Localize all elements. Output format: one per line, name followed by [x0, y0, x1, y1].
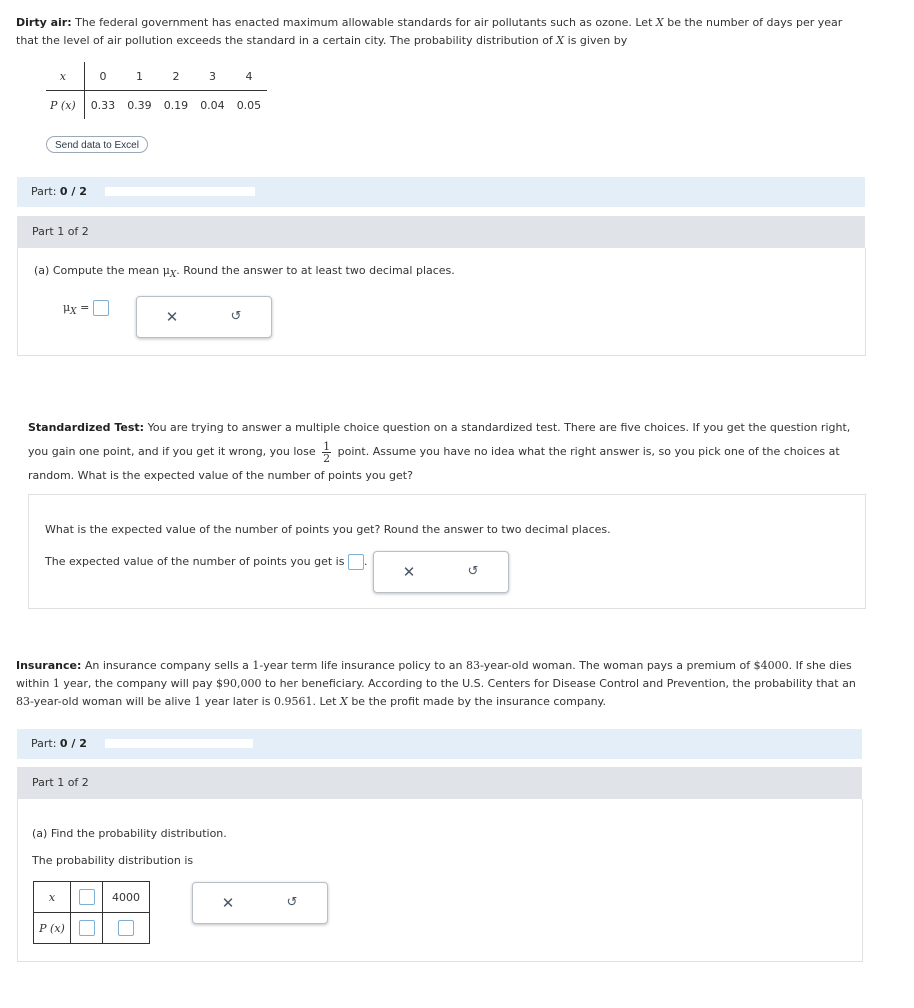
q3-n1: 1 — [252, 659, 260, 672]
q3-x-value-input-1[interactable] — [79, 889, 95, 905]
q3-var-x: X — [339, 695, 348, 708]
q3-part-progress-bar — [17, 729, 862, 759]
clear-icon[interactable]: ✕ — [221, 894, 235, 912]
q3-title: Insurance: — [16, 659, 82, 672]
q3-n1-c: 1 — [194, 695, 202, 708]
q1-prompt-sub: X — [169, 270, 177, 281]
q3-subprompt: The probability distribution is — [32, 854, 194, 867]
q1-toolbox — [136, 296, 272, 338]
undo-icon[interactable]: ↺ — [230, 309, 242, 324]
q3-table-p-cell-2 — [103, 913, 150, 944]
q2-prompt: What is the expected value of the number of points you get? Round the answer to two decimal places. — [45, 523, 611, 536]
q1-answer-mu: μ — [63, 301, 71, 314]
q3-text-c: -year-old woman. The woman pays a premium of — [480, 659, 754, 672]
q2-answer-row — [45, 554, 367, 570]
q1-part-progress: 0 / 2 — [59, 185, 87, 198]
q3-statement — [16, 657, 866, 711]
q3-table-x-cell-1 — [71, 882, 103, 913]
q2-frac-den: 2 — [323, 451, 331, 465]
q3-text-d: . If she dies within — [16, 659, 852, 690]
clear-icon[interactable]: ✕ — [165, 308, 179, 326]
q3-text-a: An insurance company sells a — [84, 659, 253, 672]
q1-distribution-table — [46, 62, 267, 119]
q2-answer-panel — [28, 494, 866, 609]
q3-table-p-label: P (x) — [34, 913, 71, 944]
q1-table-p-4: 0.05 — [236, 98, 262, 112]
q1-answer-panel — [17, 248, 866, 356]
q1-table-p-2: 0.19 — [163, 98, 189, 112]
q3-prob: 0.9561 — [273, 695, 313, 708]
q1-table-x-label: x — [46, 62, 84, 91]
q1-table-x-4: 4 — [231, 62, 268, 91]
q3-part-header: Part 1 of 2 — [17, 767, 862, 799]
q1-title: Dirty air: — [16, 16, 72, 29]
q3-text-g: -year-old woman will be alive — [30, 695, 195, 708]
q3-toolbox — [192, 882, 328, 924]
q1-prompt-mu: μ — [162, 264, 170, 277]
q1-part-progress-bar — [17, 177, 865, 207]
q3-table-x-label: x — [34, 882, 71, 913]
q1-table-p-0: 0.33 — [90, 98, 116, 112]
q1-var-x: X — [655, 16, 664, 29]
q3-n1-b: 1 — [52, 677, 60, 690]
q1-prompt-text-b: . Round the answer to at least two decimal places. — [176, 264, 455, 277]
q3-text-b: -year term life insurance policy to an — [259, 659, 467, 672]
q1-statement — [16, 14, 866, 50]
q3-p-value-input-1[interactable] — [79, 920, 95, 936]
q2-fraction — [322, 441, 331, 464]
q3-prompt: (a) Find the probability distribution. — [32, 827, 227, 840]
q1-prompt — [34, 264, 455, 280]
q1-table-p-label: P (x) — [46, 91, 84, 120]
q2-answer-text: The expected value of the number of points you get is — [45, 555, 345, 568]
q2-text-b: point. Assume you have no idea what the right answer is, so you pick one of the choices at random. What is the expected value of the number of points you get? — [28, 445, 840, 482]
q3-n83: 83 — [466, 659, 481, 672]
q1-table-x-1: 1 — [121, 62, 158, 91]
q1-text-c: is given by — [564, 34, 628, 47]
q1-text-a: The federal government has enacted maximum allowable standards for air pollutants such as ozone. Let — [75, 16, 656, 29]
q1-answer-eq: = — [80, 301, 90, 314]
q3-text-f: to her beneficiary. According to the U.S. Centers for Disease Control and Prevention, the probability that an — [261, 677, 856, 690]
q2-title: Standardized Test: — [28, 421, 145, 434]
q3-n83-b: 83 — [16, 695, 30, 708]
q1-answer-sub: X — [70, 307, 77, 318]
q1-progress-track — [105, 187, 255, 196]
q1-table-x-2: 2 — [158, 62, 195, 91]
expected-value-answer-input[interactable] — [348, 554, 364, 570]
q2-toolbox — [373, 551, 509, 593]
q2-frac-num: 1 — [323, 439, 331, 453]
undo-icon[interactable]: ↺ — [286, 895, 298, 910]
undo-icon[interactable]: ↺ — [467, 564, 479, 579]
q2-text-a: You are trying to answer a multiple choice question on a standardized test. There are five choices. If you get the question right, you gain one point, and if you get it wrong, you lose — [28, 421, 851, 458]
q3-table-p-cell-1 — [71, 913, 103, 944]
q1-part-header: Part 1 of 2 — [17, 216, 865, 248]
q3-p-value-input-2[interactable] — [118, 920, 134, 936]
q3-distribution-table — [33, 881, 150, 944]
q3-part-progress: 0 / 2 — [59, 737, 87, 750]
q2-statement — [28, 416, 866, 488]
q3-text-e: year, the company will pay — [59, 677, 217, 690]
q3-payout: $90,000 — [216, 677, 262, 690]
send-to-excel-button[interactable]: Send data to Excel — [46, 136, 148, 153]
q3-text-h: year later is — [201, 695, 274, 708]
q3-progress-track — [105, 739, 253, 748]
q1-table-x-0: 0 — [84, 62, 121, 91]
q3-text-i: . Let — [312, 695, 340, 708]
q1-prompt-text-a: (a) Compute the mean — [34, 264, 163, 277]
q3-premium: $4000 — [753, 659, 789, 672]
q3-answer-panel — [17, 799, 863, 962]
q3-table-x-cell-2: 4000 — [103, 882, 150, 913]
q3-part-label: Part: — [31, 737, 57, 750]
q1-table-x-3: 3 — [194, 62, 231, 91]
clear-icon[interactable]: ✕ — [402, 563, 416, 581]
q1-part-label: Part: — [31, 185, 57, 198]
mean-answer-input[interactable] — [93, 300, 109, 316]
q1-table-p-3: 0.04 — [200, 98, 225, 112]
q2-answer-end: . — [363, 555, 368, 568]
q1-answer-row — [63, 300, 109, 317]
q1-table-p-1: 0.39 — [127, 98, 152, 112]
q3-text-j: be the profit made by the insurance company. — [347, 695, 606, 708]
q1-text-b: be the number of days per year that the level of air pollution exceeds the standard in a certain city. The probability distribution of — [16, 16, 843, 47]
q1-var-x-2: X — [556, 34, 565, 47]
